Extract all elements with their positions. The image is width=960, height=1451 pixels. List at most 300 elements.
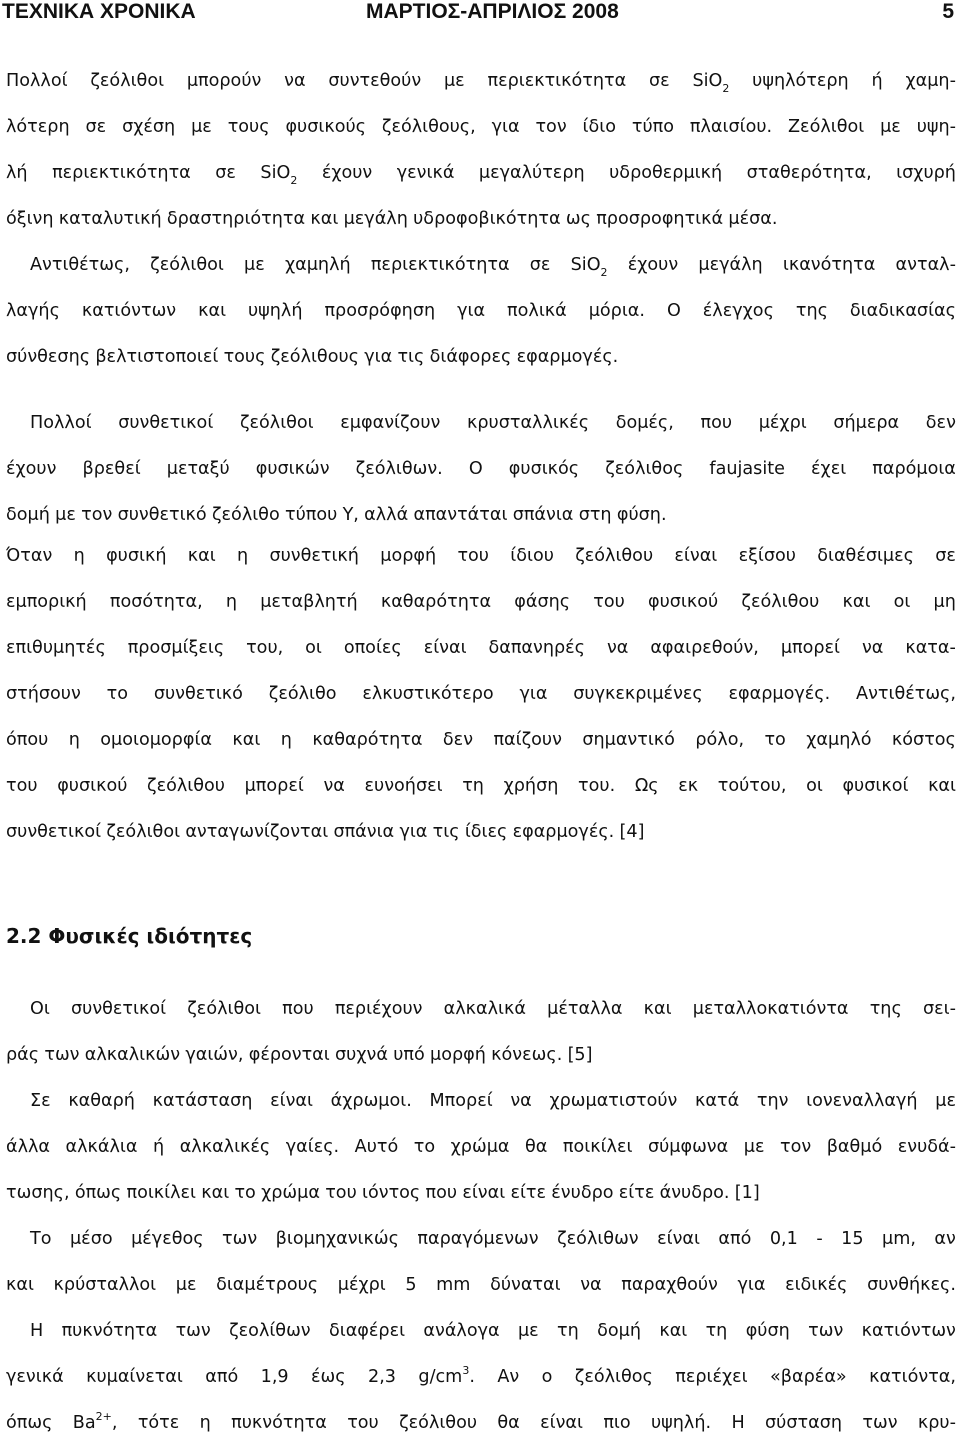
word-text: ίδιες	[464, 822, 508, 842]
word-text: έχουν	[6, 459, 57, 479]
word	[497, 1354, 519, 1400]
word	[426, 1170, 458, 1216]
word	[457, 533, 489, 579]
word	[83, 446, 141, 492]
text-line	[6, 1354, 956, 1400]
word	[6, 334, 90, 380]
word	[260, 579, 357, 625]
text-line	[6, 1308, 956, 1354]
word	[650, 625, 759, 671]
word-text: πυκνότητα	[61, 1321, 158, 1341]
word	[364, 334, 392, 380]
word-text: για	[399, 822, 428, 842]
word-text: κατιόντων	[81, 301, 177, 321]
word-text: γαιών,	[185, 1045, 244, 1065]
word-text: με	[880, 117, 901, 137]
word	[106, 809, 180, 855]
paragraph-natural-vs-synthetic	[6, 533, 956, 855]
word-text: το	[764, 730, 786, 750]
word-text: ευνοήσει	[364, 776, 443, 796]
word	[270, 1078, 313, 1124]
word	[69, 717, 80, 763]
word	[6, 717, 48, 763]
word	[735, 1170, 760, 1216]
word-text: με	[191, 117, 212, 137]
paragraph-synthetic-structures	[6, 400, 956, 538]
text-line	[6, 809, 956, 855]
word-text: ζεόλιθου	[147, 776, 225, 796]
word-text: βρεθεί	[82, 459, 141, 479]
word	[674, 533, 717, 579]
word	[44, 1032, 79, 1078]
word-text: Y,	[342, 505, 359, 525]
word	[6, 809, 101, 855]
word-text: η	[280, 730, 292, 750]
subscript: 2	[722, 82, 730, 95]
word-text: υψηλή.	[650, 1413, 712, 1433]
word	[497, 1400, 519, 1446]
word-text: όπως	[74, 1183, 122, 1203]
word-text: φυσικοί	[842, 776, 909, 796]
word	[917, 104, 956, 150]
word	[462, 763, 484, 809]
word-text: προσροφητικά	[596, 209, 724, 229]
word	[6, 104, 70, 150]
word	[444, 986, 526, 1032]
word	[6, 446, 56, 492]
word-text: το	[413, 1137, 436, 1157]
word-text: Αυτό	[354, 1137, 399, 1157]
word-text: άνυδρο.	[659, 1183, 730, 1203]
word-text: αλκάλια	[65, 1137, 138, 1157]
word-text: ίδιου	[510, 546, 554, 566]
word-text: φυσικός	[508, 459, 580, 479]
word	[200, 1400, 211, 1446]
word-text: γενικά	[396, 163, 455, 183]
word-text: έχει	[811, 459, 847, 479]
word	[362, 1170, 420, 1216]
word	[122, 104, 175, 150]
word-text: Το	[30, 1229, 52, 1249]
word-text: η	[237, 546, 249, 566]
word-text: πιο	[603, 1413, 631, 1433]
word-text: δομή	[6, 505, 50, 525]
word	[747, 150, 872, 196]
word	[147, 763, 225, 809]
word	[310, 196, 338, 242]
word	[106, 533, 166, 579]
word-text: ομοιομορφία	[100, 730, 213, 750]
text-line	[6, 492, 956, 538]
word-text: ζεόλιθος	[605, 459, 684, 479]
word-text: μέγεθος	[131, 1229, 204, 1249]
word	[185, 1032, 243, 1078]
word-text: Ο	[666, 301, 681, 321]
word	[100, 717, 212, 763]
word	[269, 671, 337, 717]
word-text: τωσης,	[6, 1183, 70, 1203]
word-text: στήσουν	[6, 684, 81, 704]
word-text: να	[284, 71, 306, 91]
word	[896, 150, 956, 196]
word-text: οι	[893, 592, 911, 612]
word-text: ή	[871, 71, 883, 91]
word-text: απαντάται	[413, 505, 508, 525]
word-text: κατάσταση	[152, 1091, 253, 1111]
word-text: και	[201, 1183, 230, 1203]
word	[311, 1354, 346, 1400]
word	[729, 671, 831, 717]
word	[82, 288, 176, 334]
word	[644, 986, 672, 1032]
word	[660, 1170, 730, 1216]
word-text: η	[225, 592, 238, 612]
word	[418, 1354, 475, 1400]
word	[430, 334, 512, 380]
word	[620, 809, 645, 855]
word	[507, 288, 567, 334]
word	[780, 1124, 811, 1170]
word-text: δομές,	[615, 413, 674, 433]
word-text: Οι	[30, 999, 50, 1019]
word	[880, 104, 901, 150]
word-text: υπό	[393, 1045, 425, 1065]
word	[57, 763, 127, 809]
word-text: τη	[705, 1321, 728, 1341]
word-text: μεγάλη	[343, 209, 408, 229]
word	[430, 1032, 486, 1078]
text-line	[6, 533, 956, 579]
word	[198, 288, 226, 334]
word	[246, 625, 283, 671]
word	[228, 104, 270, 150]
word	[436, 1262, 470, 1308]
word-text: του	[325, 1183, 357, 1203]
word	[692, 58, 729, 104]
word-text: προσρόφηση	[324, 301, 436, 321]
word-text: ειδικές	[785, 1275, 848, 1295]
word-text: των	[222, 1229, 258, 1249]
word	[492, 104, 520, 150]
word	[6, 150, 28, 196]
word	[806, 717, 871, 763]
word	[260, 150, 297, 196]
word	[232, 717, 260, 763]
word	[444, 58, 465, 104]
word	[788, 104, 864, 150]
word-text: ποικίλει	[562, 1137, 633, 1157]
word	[540, 1400, 583, 1446]
word	[340, 400, 440, 446]
word	[429, 1078, 492, 1124]
word-text: μέχρι	[758, 413, 807, 433]
word-text: να	[580, 1275, 602, 1295]
word	[281, 717, 292, 763]
word-text: 5	[405, 1275, 417, 1295]
word-text: φέρονται	[248, 1045, 330, 1065]
text-line	[6, 1124, 956, 1170]
word-text: βελτιστοποιεί	[95, 347, 219, 367]
word-text: σημαντικό	[582, 730, 675, 750]
word-text: μέχρι	[337, 1275, 386, 1295]
word	[833, 400, 899, 446]
word	[589, 288, 645, 334]
word-text: ισχυρή	[896, 163, 956, 183]
word	[739, 533, 796, 579]
word	[573, 671, 702, 717]
word	[746, 1308, 790, 1354]
page-number: 5	[942, 0, 954, 23]
word-text: τύπο	[631, 117, 675, 137]
word-text: ποσότητα,	[109, 592, 203, 612]
word	[535, 104, 566, 150]
word	[215, 150, 236, 196]
word	[285, 492, 337, 538]
word	[30, 1308, 43, 1354]
word-text: Ζεόλιθοι	[788, 117, 865, 137]
word	[6, 1032, 39, 1078]
word-text: περιεκτικότητα	[52, 163, 191, 183]
word-text: εφαρμογές.	[728, 684, 831, 704]
word-text: παραγόμενων	[417, 1229, 539, 1249]
word-text: η	[199, 1413, 211, 1433]
word	[176, 1262, 197, 1308]
word	[212, 492, 280, 538]
word-text: χρώμα	[261, 1183, 320, 1203]
word	[231, 1400, 327, 1446]
word	[882, 1216, 916, 1262]
word-text: που	[700, 413, 733, 433]
word-text: περιέχει	[675, 1367, 748, 1387]
word-text: [5]	[567, 1045, 593, 1065]
word-text: θα	[497, 1413, 520, 1433]
text-line	[6, 196, 956, 242]
word-text: μεγάλη	[698, 255, 763, 275]
word-text: Μπορεί	[429, 1091, 493, 1111]
word	[738, 1262, 766, 1308]
word-text: τον	[779, 1137, 812, 1157]
word	[6, 288, 60, 334]
text-line	[6, 579, 956, 625]
word	[579, 492, 612, 538]
word	[706, 1308, 728, 1354]
word	[271, 334, 359, 380]
word	[261, 1354, 289, 1400]
word-text: χαμη-	[905, 71, 956, 91]
subscript: 2	[290, 174, 298, 187]
word	[678, 763, 698, 809]
word	[338, 1262, 386, 1308]
word-text: καθαρή	[68, 1091, 135, 1111]
word-text: συνθετικοί	[118, 413, 214, 433]
word-text: ζεόλιθους	[270, 347, 359, 367]
word-text: ικανότητα	[782, 255, 876, 275]
word-text: κατιόντα,	[869, 1367, 956, 1387]
word-text: ζεόλιθοι	[239, 413, 314, 433]
word-text: χρήση	[503, 776, 559, 796]
word-text: εφαρμογές.	[512, 822, 615, 842]
text-line	[6, 1216, 956, 1262]
word	[75, 1170, 121, 1216]
word-text: άχρωμοι.	[330, 1091, 412, 1111]
word	[457, 288, 485, 334]
word	[256, 446, 330, 492]
word	[488, 625, 585, 671]
word-text: η	[68, 730, 80, 750]
word-text: «βαρέα»	[770, 1367, 847, 1387]
word	[816, 1216, 822, 1262]
word-text: είναι	[270, 1091, 313, 1111]
subscript: 2	[600, 266, 608, 279]
word-text: με	[517, 1321, 539, 1341]
word	[583, 104, 616, 150]
word	[413, 196, 561, 242]
word	[783, 242, 875, 288]
word	[843, 579, 871, 625]
word-text: φάσης	[514, 592, 571, 612]
word	[30, 400, 92, 446]
word	[659, 1308, 687, 1354]
word	[869, 1354, 956, 1400]
word	[582, 717, 675, 763]
word-text: με	[743, 1137, 765, 1157]
word	[862, 625, 883, 671]
word-text: των	[862, 1413, 898, 1433]
word-text: αφαιρεθούν,	[650, 638, 759, 658]
word	[698, 242, 762, 288]
word	[709, 446, 785, 492]
word-text: παρόμοια	[872, 459, 956, 479]
word	[765, 1400, 842, 1446]
word	[605, 446, 683, 492]
word-text: πυκνότητα	[231, 1413, 327, 1433]
word	[718, 1216, 751, 1262]
word-text: σπάνια	[333, 822, 395, 842]
word	[935, 1078, 956, 1124]
word-text: δομή	[597, 1321, 641, 1341]
word-text: γενικά	[6, 1367, 64, 1387]
text-line	[6, 104, 956, 150]
word-text: μεταξύ	[166, 459, 230, 479]
word-text: [1]	[734, 1183, 760, 1203]
word	[467, 400, 589, 446]
word-text: και	[6, 1275, 34, 1295]
word	[905, 625, 956, 671]
word-text: SiO	[260, 163, 291, 183]
word-text: είναι	[423, 638, 467, 658]
word	[770, 1354, 847, 1400]
word	[905, 58, 955, 104]
word	[517, 334, 619, 380]
word-text: δεν	[925, 413, 956, 433]
word	[609, 150, 722, 196]
word	[443, 717, 473, 763]
text-line	[6, 1262, 956, 1308]
word	[343, 492, 359, 538]
word-text: μορφή	[430, 1045, 486, 1065]
word-text: συντεθούν	[328, 71, 422, 91]
word-text: SiO	[692, 71, 723, 91]
word	[423, 1308, 499, 1354]
word-text: καθαρότητα	[312, 730, 423, 750]
word-text: συνθήκες.	[867, 1275, 956, 1295]
word-text: είναι	[462, 1183, 506, 1203]
word-text: καταλυτική	[58, 209, 162, 229]
word-text: Ba	[72, 1413, 96, 1433]
word-text: τους	[227, 117, 270, 137]
word	[368, 1354, 396, 1400]
word-text: προσμίξεις	[127, 638, 225, 658]
word-text: παραχθούν	[621, 1275, 718, 1295]
word-text: εμφανίζουν	[340, 413, 441, 433]
word	[894, 579, 911, 625]
word-text: τότε	[137, 1413, 180, 1433]
word-text: ζεόλιθου	[399, 1413, 478, 1433]
word-text: μεγαλύτερη	[478, 163, 585, 183]
word	[128, 625, 224, 671]
word	[657, 1216, 700, 1262]
word	[518, 1308, 539, 1354]
word	[695, 717, 744, 763]
word	[547, 986, 622, 1032]
word-text: και	[310, 209, 339, 229]
word-text: σύμφωνα	[647, 1137, 729, 1157]
word	[154, 671, 243, 717]
word-text: του	[6, 776, 38, 796]
word-text: δαπανηρές	[488, 638, 586, 658]
word-text: λή	[6, 163, 28, 183]
word	[693, 986, 849, 1032]
word	[328, 58, 421, 104]
word	[648, 579, 718, 625]
word-text: των	[175, 1321, 211, 1341]
word-text: είναι	[540, 1413, 583, 1433]
word	[150, 242, 224, 288]
text-line	[6, 242, 956, 288]
word-text: μπορεί	[780, 638, 841, 658]
word	[74, 533, 85, 579]
word	[578, 763, 615, 809]
word	[261, 1170, 320, 1216]
word-text: φυσικούς	[285, 117, 366, 137]
word-text: Ως	[634, 776, 659, 796]
word-text: υδροφοβικότητα	[413, 209, 561, 229]
word-text: κρύσταλλοι	[53, 1275, 157, 1295]
text-line	[6, 334, 956, 380]
word	[557, 1308, 579, 1354]
word	[59, 196, 162, 242]
word	[131, 1216, 203, 1262]
word-text: και	[187, 546, 216, 566]
word-text: ο	[541, 1367, 553, 1387]
word-text: ή	[153, 1137, 165, 1157]
word-text: βιομηχανικώς	[275, 1229, 399, 1249]
word	[245, 763, 304, 809]
word-text: Όταν	[6, 546, 53, 566]
word-text: το	[106, 684, 128, 704]
word	[580, 1262, 601, 1308]
word	[551, 1170, 613, 1216]
word-text: όξινη	[6, 209, 54, 229]
word	[510, 1170, 546, 1216]
word	[30, 242, 130, 288]
word	[862, 1308, 956, 1354]
issue-date: ΜΑΡΤΙΟΣ-ΑΠΡΙΛΙΟΣ 2008	[366, 0, 619, 23]
word	[690, 104, 772, 150]
word-text: SiO	[570, 255, 601, 275]
word-text: διαθέσιμες	[817, 546, 914, 566]
word	[201, 1170, 229, 1216]
